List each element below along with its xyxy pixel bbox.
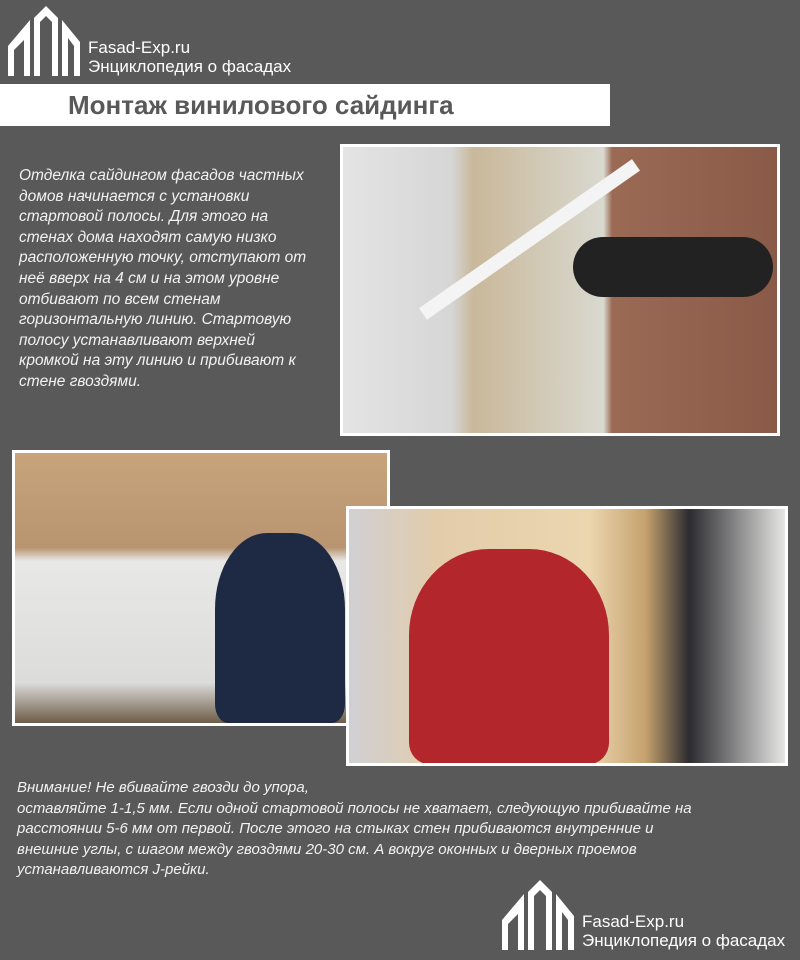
page-title: Монтаж винилового сайдинга bbox=[68, 90, 454, 120]
text-line: горизонтальную линию. Стартовую bbox=[19, 311, 292, 329]
building-logo-icon bbox=[8, 6, 80, 76]
logo-top bbox=[8, 6, 291, 76]
text-line: домов начинается с установки bbox=[19, 187, 250, 205]
worker bbox=[409, 549, 609, 764]
text-line: Отделка сайдингом фасадов частных bbox=[19, 167, 304, 184]
logo-site: Fasad-Exp.ru bbox=[582, 912, 685, 931]
note-text bbox=[17, 778, 692, 881]
photo-nailing-siding bbox=[346, 506, 788, 766]
photo-starter-strip bbox=[340, 144, 780, 436]
photo-siding-panel bbox=[12, 450, 390, 726]
text-line: стартовой полосы. Для этого на bbox=[19, 208, 269, 226]
text-line: стенах дома находят самую низко bbox=[19, 228, 277, 246]
logo-subtitle: Энциклопедия о фасадах bbox=[88, 57, 292, 76]
text-line: стене гвоздями. bbox=[19, 372, 142, 390]
text-line: оставляйте 1-1,5 мм. Если одной стартовой полосы не хватает, следующую прибивайте на bbox=[17, 799, 692, 817]
text-line: полосу устанавливают верхней bbox=[19, 331, 255, 349]
text-line: неё вверх на 4 см и на этом уровне bbox=[19, 269, 280, 287]
worker bbox=[215, 533, 345, 723]
text-line: отбивают по всем стенам bbox=[19, 290, 221, 308]
text-line: кромкой на эту линию и прибивают к bbox=[19, 352, 296, 370]
text-line: Внимание! Не вбивайте гвозди до упора, bbox=[17, 779, 309, 796]
logo-bottom bbox=[502, 880, 785, 950]
drill-hands bbox=[573, 237, 773, 297]
intro-text bbox=[19, 166, 306, 393]
building-logo-icon bbox=[502, 880, 574, 950]
text-line: расстоянии 5-6 мм от первой. После этого на стыках стен прибиваются внутренние и bbox=[17, 820, 654, 837]
logo-site: Fasad-Exp.ru bbox=[88, 38, 191, 57]
text-line: внешние углы, с шагом между гвоздями 20-30 см. А вокруг оконных и дверных проемов bbox=[17, 840, 637, 858]
text-line: устанавливаются J-рейки. bbox=[17, 861, 210, 878]
title-bar bbox=[0, 84, 610, 126]
logo-subtitle: Энциклопедия о фасадах bbox=[582, 931, 786, 950]
text-line: расположенную точку, отступают от bbox=[19, 249, 307, 267]
